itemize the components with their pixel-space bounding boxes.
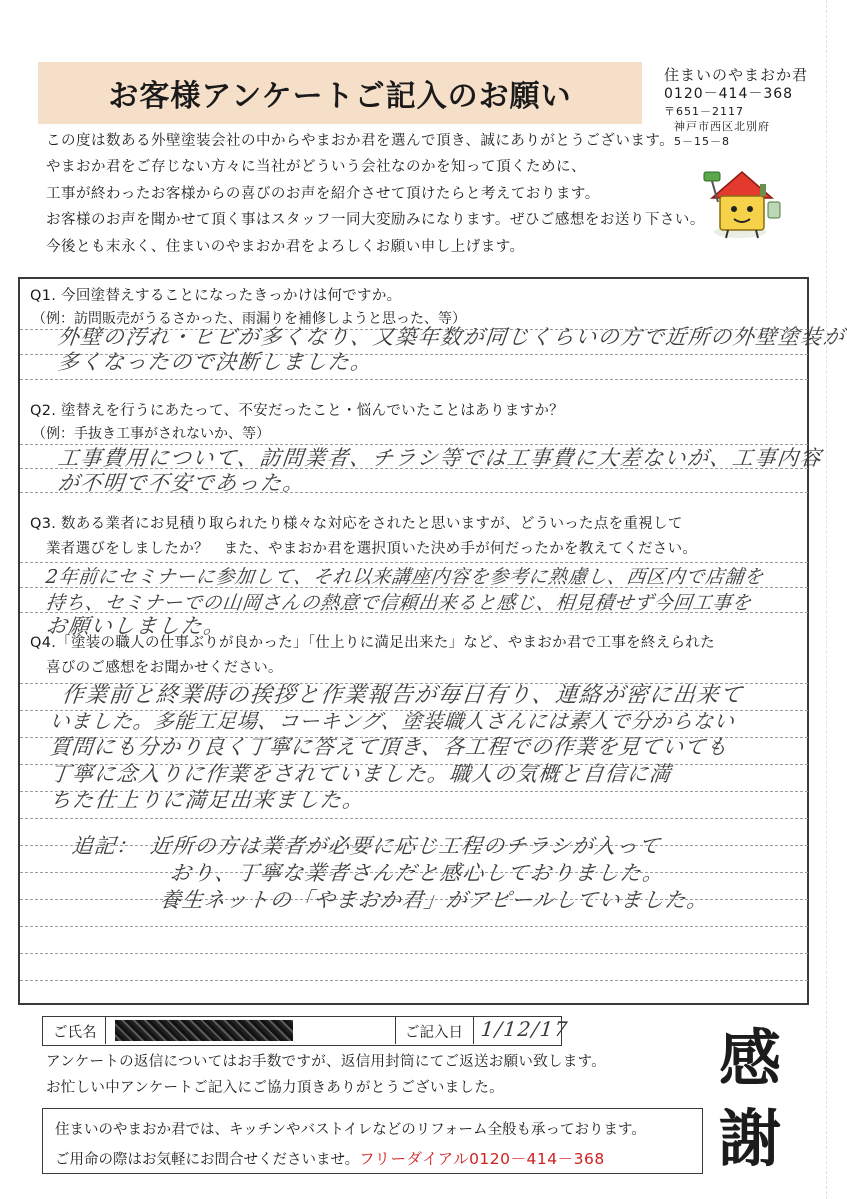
company-name: 住まいのやまおか君 xyxy=(664,66,809,84)
intro-line: この度は数ある外壁塗装会社の中からやまおか君を選んで頂き、誠にありがとうございます。 xyxy=(46,133,675,149)
company-address-line2: 5－15－8 xyxy=(674,135,730,148)
company-address-line1: 神戸市西区北別府 xyxy=(674,120,770,133)
intro-line: 今後とも末永く、住まいのやまおか君をよろしくお願い申し上げます。 xyxy=(46,238,525,255)
q4-answer-line: おり、丁寧な業者さんだと感心しておりました。 xyxy=(168,861,667,885)
q2-answer-line: 工事費用について、訪問業者、チラシ等では工事費に大差ないが、工事内容 xyxy=(56,446,824,470)
q4-answer-line: 追記： 近所の方は業者が必要に応じ工程のチラシが入って xyxy=(70,834,663,858)
q4-question-line1: Q4.「塗装の職人の仕事ぶりが良かった」「仕上りに満足出来た」など、やまおか君で工事を終えられた xyxy=(30,635,715,651)
q1-question: Q1. 今回塗替えすることになったきっかけは何ですか。 xyxy=(30,288,402,304)
name-date-row xyxy=(42,1016,570,1046)
divider xyxy=(105,1017,106,1044)
q4-answer-line: 養生ネットの「やまおか君」がアピールしていました。 xyxy=(158,888,710,912)
thanks-calligraphy xyxy=(700,1012,800,1182)
intro-line: やまおか君をご存じない方々に当社がどういう会社なのかを知って頂くために、 xyxy=(46,159,586,176)
q4-question-line2: 喜びのご感想をお聞かせください。 xyxy=(46,660,283,676)
divider xyxy=(473,1017,474,1044)
answer-line xyxy=(20,980,808,981)
footer-phone: フリーダイアル0120－414－368 xyxy=(359,1150,605,1168)
footer-notice xyxy=(42,1108,703,1174)
q1-answer-line: 外壁の汚れ・ヒビが多くなり、又築年数が同じくらいの方で近所の外壁塗装が xyxy=(56,325,847,349)
q4-answer-line: 質問にも分かり良く丁寧に答えて頂き、各工程での作業を見ていても xyxy=(48,735,730,759)
reply-line: お忙しい中アンケートご記入にご協力頂きありがとうございました。 xyxy=(46,1080,504,1096)
company-postal: 〒651－2117 xyxy=(664,105,744,118)
q2-example: （例：手抜き工事がされないか、等） xyxy=(32,426,270,442)
q3-question-line2: 業者選びをしましたか？ また、やまおか君を選択頂いた決め手が何だったかを教えてください。 xyxy=(46,541,698,557)
divider xyxy=(395,1017,396,1044)
answer-line xyxy=(20,926,808,927)
footer-line: 住まいのやまおか君では、キッチンやバストイレなどのリフォーム全般も承っております。 xyxy=(55,1122,646,1138)
survey-title: お客様アンケートご記入のお願い xyxy=(38,62,642,124)
date-label: ご記入日 xyxy=(405,1025,463,1041)
thanks-char: 謝 xyxy=(718,1102,782,1175)
q1-example: （例：訪問販売がうるさかった、雨漏りを補修しようと思った、等） xyxy=(32,311,466,327)
intro-line: お客様のお声を聞かせて頂く事はスタッフ一同大変励みになります。ぜひご感想をお送り下さい。 xyxy=(46,212,705,229)
q1-answer-line: 多くなったので決断しました。 xyxy=(56,350,375,374)
answer-line xyxy=(20,953,808,954)
q3-answer-line: お願いしました。 xyxy=(44,614,228,638)
name-label: ご氏名 xyxy=(53,1025,97,1041)
q2-answer-line: が不明で不安であった。 xyxy=(56,471,307,495)
date-value: 1/12/17 xyxy=(479,1017,570,1041)
q3-answer-line: 2年前にセミナーに参加して、それ以来講座内容を参考に熟慮し、西区内で店舗を xyxy=(44,566,765,588)
answer-line xyxy=(20,818,808,819)
q4-answer-line: 作業前と終業時の挨拶と作業報告が毎日有り、連絡が密に出来て xyxy=(60,683,745,708)
q2-question: Q2. 塗替えを行うにあたって、不安だったこと・悩んでいたことはありますか？ xyxy=(30,403,564,419)
page-edge xyxy=(826,0,847,1199)
answer-line xyxy=(20,379,808,380)
q4-answer-line: いました。多能工足場、コーキング、塗装職人さんには素人で分からない xyxy=(48,709,737,733)
company-phone: 0120－414－368 xyxy=(664,86,794,102)
footer-line2 xyxy=(55,1147,605,1169)
mascot-illustration xyxy=(700,162,786,242)
q4-answer-line: 丁寧に念入りに作業をされていました。職人の気概と自信に満 xyxy=(48,762,673,786)
intro-line: 工事が終わったお客様からの喜びのお声を紹介させて頂けたらと考えております。 xyxy=(46,185,600,202)
reply-line: アンケートの返信についてはお手数ですが、返信用封筒にてご返送お願い致します。 xyxy=(46,1054,607,1070)
redacted-name xyxy=(115,1020,293,1041)
footer-contact-text: ご用命の際はお気軽にお問合せくださいませ。 xyxy=(55,1152,360,1168)
q3-answer-line: 持ち、セミナーでの山岡さんの熱意で信頼出来ると感じ、相見積せず今回工事を xyxy=(44,592,753,614)
thanks-char: 感 xyxy=(718,1022,782,1095)
q4-answer-line: ちた仕上りに満足出来ました。 xyxy=(48,788,367,812)
q3-question-line1: Q3. 数ある業者にお見積り取られたり様々な対応をされたと思いますが、どういった点を重視して xyxy=(30,516,683,532)
